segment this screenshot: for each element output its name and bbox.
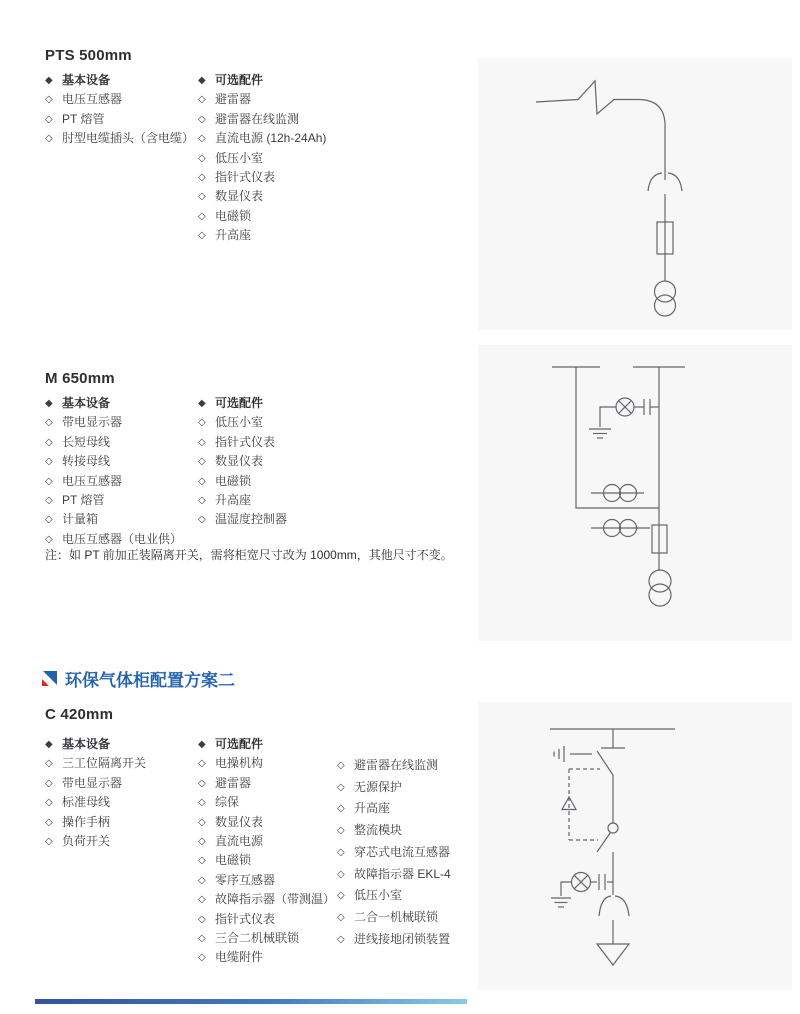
list-item <box>45 813 195 832</box>
c420-diagram-panel <box>478 702 792 990</box>
list-header-label: 基本设备 <box>62 737 111 751</box>
plan2-heading <box>42 666 235 691</box>
basic-equipment-items <box>45 754 195 851</box>
list-item <box>45 491 205 510</box>
diamond-hollow-icon: ◇ <box>198 758 206 770</box>
list-item <box>198 433 358 452</box>
optional-accessory-items <box>198 413 358 529</box>
list-item <box>337 755 482 777</box>
m650-basic-list <box>45 394 205 549</box>
diamond-hollow-icon: ◇ <box>198 933 206 945</box>
list-item <box>198 948 343 967</box>
pts500-diagram-panel <box>478 58 792 330</box>
list-item <box>198 149 368 168</box>
diamond-hollow-icon: ◇ <box>45 514 53 526</box>
list-item <box>45 452 205 471</box>
list-item <box>198 110 368 129</box>
list-item <box>337 929 482 951</box>
item-label: 电磁锁 <box>215 208 252 223</box>
list-item <box>198 510 358 529</box>
diamond-filled-icon: ◆ <box>45 75 53 86</box>
item-label: 升高座 <box>215 493 252 508</box>
item-label: 电缆附件 <box>215 950 264 965</box>
list-item <box>337 842 482 864</box>
diamond-filled-icon: ◆ <box>198 739 206 750</box>
diamond-hollow-icon: ◇ <box>198 230 206 242</box>
diamond-hollow-icon: ◇ <box>45 533 53 545</box>
list-header-label: 可选配件 <box>215 737 264 751</box>
diamond-hollow-icon: ◇ <box>198 456 206 468</box>
item-label: 故障指示器（带测温） <box>215 892 336 907</box>
diamond-hollow-icon: ◇ <box>198 797 206 809</box>
list-item <box>45 774 195 793</box>
item-label: PT 熔管 <box>62 111 105 126</box>
item-label: 指针式仪表 <box>215 911 276 926</box>
item-label: 综保 <box>215 795 240 810</box>
diamond-hollow-icon: ◇ <box>337 760 345 771</box>
list-item <box>45 793 195 812</box>
section-title-pts500: PTS 500mm <box>45 47 132 64</box>
diamond-hollow-icon: ◇ <box>198 952 206 964</box>
list-header <box>45 735 195 754</box>
diamond-hollow-icon: ◇ <box>45 836 53 848</box>
list-item <box>45 510 205 529</box>
item-label: 数显仪表 <box>215 189 264 204</box>
item-label: 进线接地闭锁装置 <box>354 931 451 946</box>
diamond-hollow-icon: ◇ <box>337 911 345 923</box>
list-item <box>198 207 368 226</box>
item-label: 低压小室 <box>354 888 403 903</box>
list-item <box>198 774 343 793</box>
item-label: 三工位隔离开关 <box>62 756 147 771</box>
diamond-hollow-icon: ◇ <box>45 133 53 145</box>
diamond-hollow-icon: ◇ <box>198 417 206 429</box>
list-header-label: 基本设备 <box>62 73 111 87</box>
item-label: 电压互感器 <box>62 473 123 488</box>
item-label: 肘型电缆插头（含电缆） <box>62 131 195 146</box>
list-header <box>45 71 195 90</box>
diamond-hollow-icon: ◇ <box>198 836 206 848</box>
c420-single-line-diagram <box>478 702 792 990</box>
list-item <box>45 110 195 129</box>
item-label: 带电显示器 <box>62 775 123 790</box>
list-item <box>198 129 368 148</box>
list-item <box>198 929 343 948</box>
item-label: 二合一机械联锁 <box>354 909 439 924</box>
item-label: 电压互感器（电业供） <box>62 531 183 546</box>
diamond-hollow-icon: ◇ <box>198 133 206 145</box>
list-header <box>198 394 358 413</box>
list-item <box>337 907 482 929</box>
list-item <box>198 793 343 812</box>
item-label: 直流电源 (12h-24Ah) <box>215 131 327 146</box>
item-label: 零序互感器 <box>215 872 276 887</box>
diamond-hollow-icon: ◇ <box>337 803 345 815</box>
diamond-hollow-icon: ◇ <box>45 797 53 809</box>
list-item <box>198 226 368 245</box>
m650-optional-list <box>198 394 358 530</box>
diamond-hollow-icon: ◇ <box>45 417 53 429</box>
diamond-hollow-icon: ◇ <box>45 94 53 106</box>
m650-note: 注：如 PT 前加正装隔离开关，需将柜宽尺寸改为 1000mm，其他尺寸不变。 <box>45 548 453 562</box>
list-item <box>198 813 343 832</box>
diamond-filled-icon: ◆ <box>45 398 53 409</box>
diamond-hollow-icon: ◇ <box>45 758 53 770</box>
pts500-single-line-diagram <box>478 58 792 330</box>
list-item <box>198 832 343 851</box>
list-item <box>198 890 343 909</box>
diamond-hollow-icon: ◇ <box>337 781 345 793</box>
list-header-label: 可选配件 <box>215 396 264 410</box>
item-label: 数显仪表 <box>215 454 264 469</box>
pts500-basic-list <box>45 71 195 149</box>
list-item <box>198 851 343 870</box>
diamond-hollow-icon: ◇ <box>198 913 206 925</box>
item-label: 指针式仪表 <box>215 434 276 449</box>
diamond-hollow-icon: ◇ <box>337 846 345 858</box>
list-item <box>198 413 358 432</box>
item-label: 升高座 <box>354 801 391 816</box>
list-header-label: 可选配件 <box>215 73 264 87</box>
item-label: 电磁锁 <box>215 853 252 868</box>
diamond-hollow-icon: ◇ <box>337 933 345 945</box>
section-title-c420: C 420mm <box>45 706 114 723</box>
diamond-hollow-icon: ◇ <box>198 172 206 184</box>
item-label: 数显仪表 <box>215 814 264 829</box>
list-item <box>337 864 482 886</box>
diamond-hollow-icon: ◇ <box>337 825 345 837</box>
diamond-hollow-icon: ◇ <box>198 152 206 164</box>
list-item <box>45 433 205 452</box>
item-label: 标准母线 <box>62 795 111 810</box>
list-item <box>337 820 482 842</box>
item-label: 计量箱 <box>62 512 99 527</box>
diamond-hollow-icon: ◇ <box>337 868 345 880</box>
item-label: 长短母线 <box>62 434 111 449</box>
list-item <box>198 491 358 510</box>
item-label: 升高座 <box>215 228 252 243</box>
item-label: PT 熔管 <box>62 493 105 508</box>
list-item <box>45 413 205 432</box>
item-label: 负荷开关 <box>62 834 111 849</box>
item-label: 避雷器 <box>215 92 252 107</box>
list-item <box>45 832 195 851</box>
diamond-hollow-icon: ◇ <box>198 874 206 886</box>
diamond-hollow-icon: ◇ <box>45 777 53 789</box>
optional-accessory-items-2 <box>337 755 482 950</box>
item-label: 直流电源 <box>215 834 264 849</box>
diamond-hollow-icon: ◇ <box>198 191 206 203</box>
diamond-filled-icon: ◆ <box>45 739 53 750</box>
diamond-hollow-icon: ◇ <box>198 94 206 106</box>
diamond-hollow-icon: ◇ <box>198 436 206 448</box>
list-item <box>45 472 205 491</box>
item-label: 三合二机械联锁 <box>215 931 300 946</box>
diamond-hollow-icon: ◇ <box>198 777 206 789</box>
list-item <box>198 90 368 109</box>
item-label: 转接母线 <box>62 454 111 469</box>
diamond-hollow-icon: ◇ <box>198 855 206 867</box>
diamond-filled-icon: ◆ <box>198 398 206 409</box>
list-item <box>45 90 195 109</box>
list-header <box>198 71 368 90</box>
c420-optional-list-2 <box>337 735 482 950</box>
item-label: 穿芯式电流互感器 <box>354 844 451 859</box>
list-item <box>198 452 358 471</box>
m650-single-line-diagram <box>478 345 792 641</box>
list-item <box>337 798 482 820</box>
item-label: 温湿度控制器 <box>215 512 288 527</box>
item-label: 带电显示器 <box>62 415 123 430</box>
basic-equipment-items <box>45 413 205 549</box>
diamond-hollow-icon: ◇ <box>198 495 206 507</box>
diamond-hollow-icon: ◇ <box>45 475 53 487</box>
diamond-hollow-icon: ◇ <box>198 475 206 487</box>
item-label: 避雷器 <box>215 775 252 790</box>
diamond-filled-icon: ◆ <box>198 75 206 86</box>
item-label: 无源保护 <box>354 779 403 794</box>
c420-optional-list <box>198 735 343 968</box>
diamond-hollow-icon: ◇ <box>45 495 53 507</box>
item-label: 指针式仪表 <box>215 170 276 185</box>
diamond-hollow-icon: ◇ <box>198 514 206 526</box>
optional-accessory-items <box>198 90 368 245</box>
diamond-hollow-icon: ◇ <box>198 113 206 125</box>
item-label: 操作手柄 <box>62 814 111 829</box>
blue-red-square-icon <box>42 671 57 686</box>
list-item <box>45 129 195 148</box>
list-header <box>198 735 343 754</box>
list-item <box>198 168 368 187</box>
optional-accessory-items <box>198 754 343 967</box>
list-header <box>45 394 205 413</box>
pts500-optional-list <box>198 71 368 246</box>
m650-diagram-panel <box>478 345 792 641</box>
item-label: 故障指示器 EKL-4 <box>354 866 451 881</box>
basic-equipment-items <box>45 90 195 148</box>
diamond-hollow-icon: ◇ <box>45 816 53 828</box>
item-label: 电磁锁 <box>215 473 252 488</box>
list-item <box>198 187 368 206</box>
c420-basic-list <box>45 735 195 851</box>
list-item <box>337 777 482 799</box>
diamond-hollow-icon: ◇ <box>45 456 53 468</box>
diamond-hollow-icon: ◇ <box>198 894 206 906</box>
list-item <box>198 871 343 890</box>
footer-accent-bar <box>35 999 467 1004</box>
diamond-hollow-icon: ◇ <box>337 890 345 902</box>
diamond-hollow-icon: ◇ <box>45 113 53 125</box>
list-item <box>198 472 358 491</box>
item-label: 电操机构 <box>215 756 264 771</box>
list-header-label: 基本设备 <box>62 396 111 410</box>
list-item <box>198 910 343 929</box>
item-label: 低压小室 <box>215 150 264 165</box>
plan2-heading-label: 环保气体柜配置方案二 <box>65 671 235 690</box>
item-label: 避雷器在线监测 <box>354 758 439 772</box>
section-title-m650: M 650mm <box>45 370 115 387</box>
item-label: 低压小室 <box>215 415 264 430</box>
item-label: 避雷器在线监测 <box>215 111 300 126</box>
item-label: 整流模块 <box>354 823 403 838</box>
list-item <box>198 754 343 773</box>
list-item <box>337 885 482 907</box>
diamond-hollow-icon: ◇ <box>198 816 206 828</box>
diamond-hollow-icon: ◇ <box>45 436 53 448</box>
list-item <box>45 754 195 773</box>
item-label: 电压互感器 <box>62 92 123 107</box>
diamond-hollow-icon: ◇ <box>198 210 206 222</box>
